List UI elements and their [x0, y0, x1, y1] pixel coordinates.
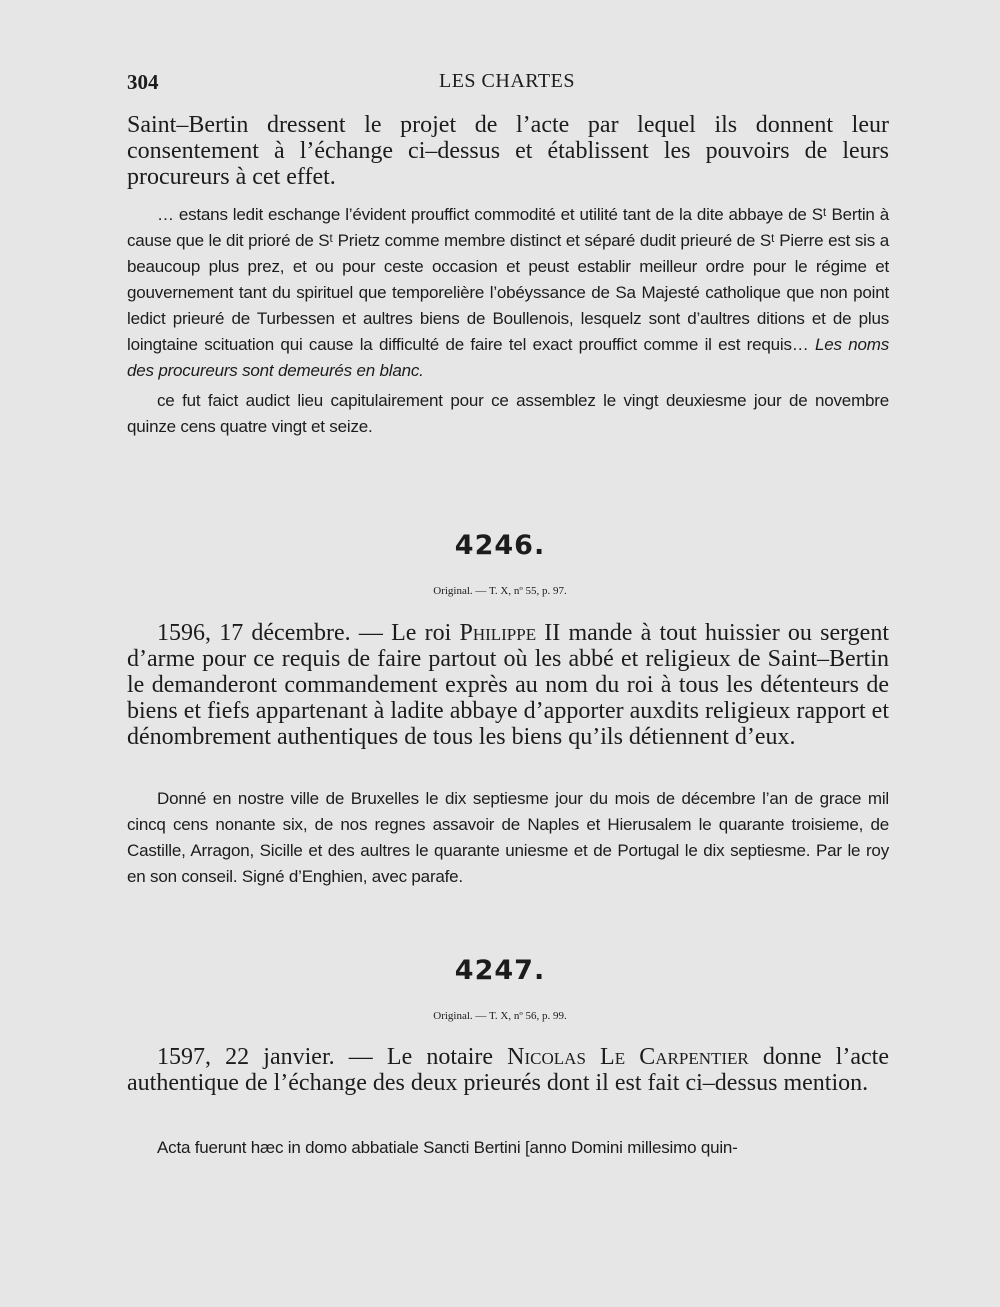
charter-summary-4247-date: 1597, 22 janvier. — Le notaire [157, 1044, 508, 1070]
intro-quote [127, 202, 889, 440]
charter-source-4247: Original. — T. X, nº 56, p. 99. [433, 1010, 567, 1022]
charter-quote-4247 [127, 1135, 889, 1161]
charter-summary-4246-name: Philippe [459, 620, 537, 646]
charter-summary-4246 [127, 620, 889, 750]
charter-summary-4247-name: Nicolas Le Carpentier [507, 1044, 749, 1070]
charter-source-4246: Original. — T. X, nº 55, p. 97. [433, 585, 567, 597]
running-header [127, 70, 887, 100]
charter-summary-4246-text [127, 620, 889, 750]
charter-quote-4246-text: Donné en nostre ville de Bruxelles le dix septiesme jour du mois de décembre l’an de grace mil cincq cens nonante six, de nos regnes assavoir de Naples et Hierusalem le quarante troisieme, de Castille, Arragon, Sicille et des aultres le quarante uniesme et de Portugal le dix septiesme. Par le roy en son conseil. Signé d’Enghien, avec parafe. [127, 789, 889, 886]
intro-quote-closing: ce fut faict audict lieu capitulairement pour ce assemblez le vingt deuxiesme jour de novembre quinze cens quatre vingt et seize. [127, 391, 889, 436]
intro-quote-paragraph [127, 202, 889, 384]
charter-quote-4246 [127, 786, 889, 890]
charter-summary-4246-date: 1596, 17 décembre. — Le roi [157, 620, 460, 646]
running-title: LES CHARTES [439, 70, 575, 92]
charter-number-4247: 4247. [454, 955, 546, 986]
charter-summary-4247-text [127, 1044, 889, 1096]
charter-quote-4247-text: Acta fuerunt hæc in domo abbatiale Sancti Bertini [anno Domini millesimo quin- [157, 1138, 738, 1157]
charter-summary-4247 [127, 1044, 889, 1096]
page-number: 304 [127, 70, 159, 94]
intro-summary-text: Saint–Bertin dressent le projet de l’acte par lequel ils donnent leur consentement à l’échange ci–dessus et établissent les pouvoirs de leurs procureurs à cet effet. [127, 112, 889, 190]
charter-number-4246: 4246. [454, 530, 546, 561]
charter-summary-4247-body: donne l’acte authentique de l’échange des deux prieurés dont il est fait ci–dessus mention. [127, 1044, 890, 1096]
intro-quote-text: … estans ledit eschange l’évident prouffict commodité et utilité tant de la dite abbaye de Sᵗ Bertin à cause que le dit prioré de Sᵗ Prietz comme membre distinct et séparé dudit prieuré de Sᵗ Pierre est sis a beaucoup plus prez, et ou pour ceste occasion et peust establir meilleur ordre pour le régime et gouvernement tant du spirituel que temporelière l’obéyssance de Sa Majesté catholique que non point ledict prieuré de Turbessen et aultres biens de Boullenois, lesquelz sont d’aultres ditions et de plus loingtaine scituation qui cause la difficulté de faire tel exact prouffict comme il est requis… [127, 205, 889, 354]
intro-summary [127, 112, 889, 190]
charter-summary-4246-body: II mande à tout huissier ou sergent d’arme pour ce requis de faire partout où les abbé et religieux de Saint–Bertin le demanderont commandement exprès au nom du roi à tous les détenteurs de biens et fiefs appartenant à ladite abbaye d’apporter auxdits religieux rapport et dénombrement authentiques de tous les biens qu’ils détiennent d’eux. [127, 620, 889, 750]
intro-quote-italic-note: Les noms des procureurs sont demeurés en blanc. [127, 335, 889, 380]
